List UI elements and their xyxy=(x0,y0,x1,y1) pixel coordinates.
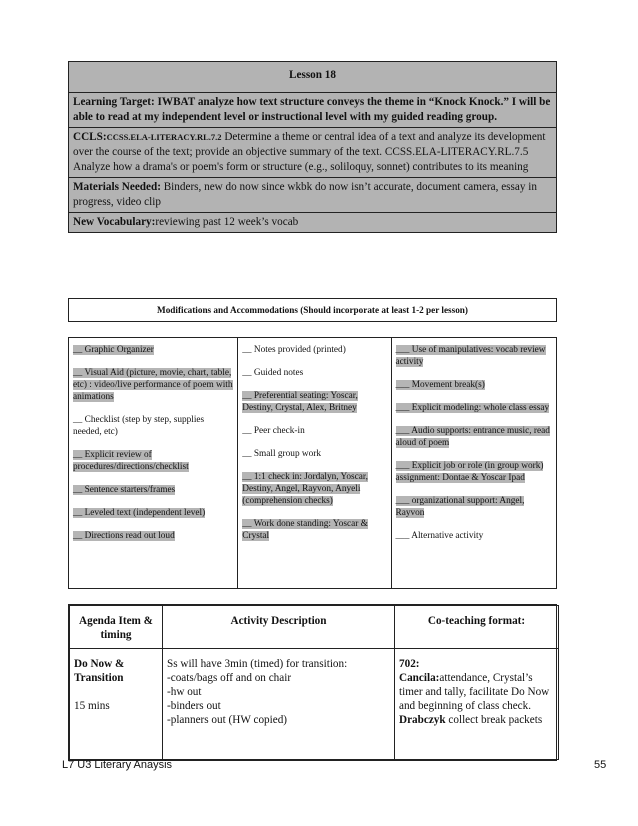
materials-row xyxy=(69,177,556,212)
vocabulary-row xyxy=(69,212,556,232)
mod-item: ___ Alternative activity xyxy=(395,531,484,541)
mod-item: __ 1:1 check in: Jordalyn, Yoscar, Destiny, Angel, Rayvon, Anyeli (comprehension checks) xyxy=(242,472,368,506)
learning-target-row xyxy=(69,92,556,127)
ccls-code: CCSS.ELA-LITERACY.RL.7.2 xyxy=(106,132,222,142)
coteach-name: Drabczyk xyxy=(399,714,446,726)
mod-item: __ Preferential seating: Yoscar, Destiny, Crystal, Alex, Britney xyxy=(242,391,358,413)
coteach-class: 702: xyxy=(399,658,420,670)
activity-line: -coats/bags off and on chair xyxy=(167,672,292,684)
mod-item: __ Graphic Organizer xyxy=(73,345,154,355)
mod-item: __ Peer check-in xyxy=(242,426,305,436)
modifications-column-3 xyxy=(391,338,557,588)
coteaching-cell xyxy=(395,649,559,760)
activity-line: -binders out xyxy=(167,700,221,712)
agenda-column-header: Co-teaching format: xyxy=(395,606,559,649)
modifications-grid xyxy=(68,337,557,589)
coteach-name: Cancila: xyxy=(399,672,440,684)
agenda-row xyxy=(70,649,559,760)
activity-line: -planners out (HW copied) xyxy=(167,714,288,726)
coteach-text: attendance, Crystal’s timer and tally, facilitate Do Now and beginning of class check. xyxy=(399,672,550,712)
vocabulary-text: reviewing past 12 week’s vocab xyxy=(155,216,299,228)
mod-item: ___ Movement break(s) xyxy=(395,380,485,390)
mod-item: ___ Explicit modeling: whole class essay xyxy=(395,403,550,413)
activity-description-cell xyxy=(163,649,395,760)
agenda-header-row xyxy=(70,606,559,649)
materials-label: Materials Needed: xyxy=(73,181,161,193)
mod-item: __ Leveled text (independent level) xyxy=(73,508,206,518)
mod-item: __ Work done standing: Yoscar & Crystal xyxy=(242,519,368,541)
coteach-text: collect break packets xyxy=(445,714,543,726)
mod-item: __ Directions read out loud xyxy=(73,531,175,541)
footer-unit-label: L7 U3 Literary Anaysis xyxy=(62,759,173,771)
agenda-item-time: 15 mins xyxy=(74,700,110,712)
lesson-info-table xyxy=(68,61,557,233)
agenda-table xyxy=(68,604,557,761)
mod-item: __ Sentence starters/frames xyxy=(73,485,176,495)
mod-item: ___ organizational support: Angel, Rayvon xyxy=(395,496,525,518)
mod-item: __ Checklist (step by step, supplies needed, etc) xyxy=(73,415,205,437)
mod-item: ___ Explicit job or role (in group work) assignment: Dontae & Yoscar Ipad xyxy=(395,461,544,483)
ccls-text: Determine a theme or central idea of a text and analyze its development over the course of the text; provide an objective summary of the text. CCSS.ELA-LITERACY.RL.7.5 Analyze how a drama's or poem's form or structure (e.g., soliloquy, sonnet) contributes to its meaning xyxy=(73,131,546,173)
mod-item: __ Notes provided (printed) xyxy=(242,345,346,355)
mod-item: ___ Use of manipulatives: vocab review activity xyxy=(395,345,546,367)
modifications-header: Modifications and Accommodations (Should incorporate at least 1-2 per lesson) xyxy=(68,298,557,322)
agenda-item-cell xyxy=(70,649,163,760)
agenda-column-header: Agenda Item & timing xyxy=(70,606,163,649)
mod-item: ___ Audio supports: entrance music, read aloud of poem xyxy=(395,426,550,448)
learning-target-text: Learning Target: IWBAT analyze how text structure conveys the theme in “Knock Knock.” I will be able to read at my independent level or instructional level with my guided reading group. xyxy=(73,96,551,123)
materials-text: Binders, new do now since wkbk do now isn’t accurate, document camera, essay in progress, video clip xyxy=(73,181,537,208)
page-number: 55 xyxy=(594,759,607,771)
vocabulary-label: New Vocabulary: xyxy=(73,216,156,228)
activity-line: -hw out xyxy=(167,686,202,698)
activity-line: Ss will have 3min (timed) for transition: xyxy=(167,658,348,670)
lesson-title: Lesson 18 xyxy=(69,62,556,92)
mod-item: __ Guided notes xyxy=(242,368,304,378)
agenda-item-title: Do Now & Transition xyxy=(74,658,125,684)
ccls-label: CCLS: xyxy=(73,131,107,143)
ccls-row xyxy=(69,127,556,177)
agenda-column-header: Activity Description xyxy=(163,606,395,649)
modifications-column-2 xyxy=(237,338,390,588)
mod-item: __ Visual Aid (picture, movie, chart, table, etc) : video/live performance of poem with animations xyxy=(73,368,233,402)
modifications-column-1 xyxy=(69,338,237,588)
mod-item: __ Explicit review of procedures/directions/checklist xyxy=(73,450,189,472)
mod-item: __ Small group work xyxy=(242,449,322,459)
